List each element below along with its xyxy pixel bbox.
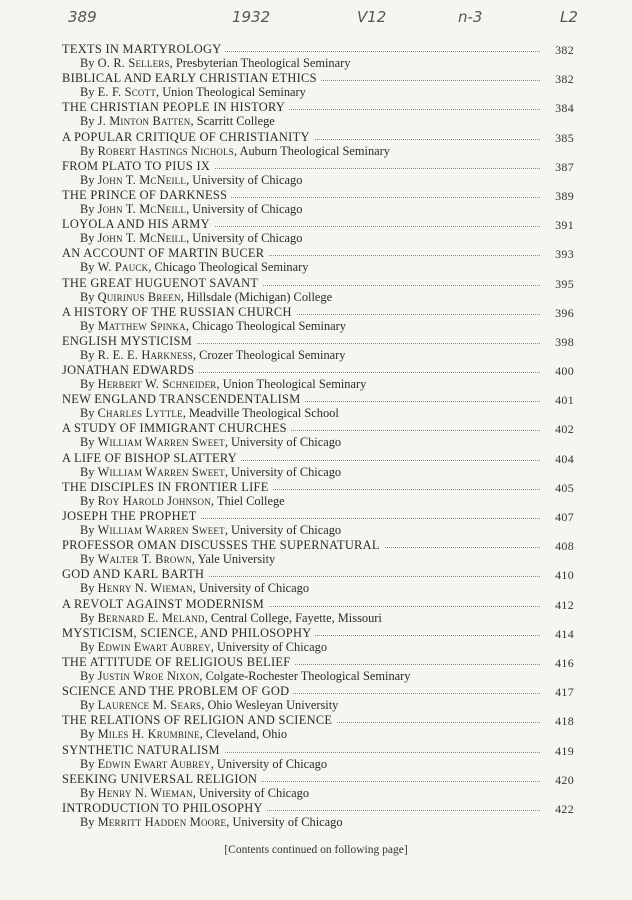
handwritten-year: 1932 [232,8,271,26]
entry-title-line [62,100,574,114]
page-number: 414 [544,627,574,641]
entry-title-line [62,130,574,144]
author-affiliation: , University of Chicago [224,464,342,479]
toc-entry [62,100,574,129]
page-number: 410 [544,568,574,582]
by-label: By [80,785,95,800]
handwritten-volume: V12 [357,8,387,26]
by-label: By [80,289,95,304]
page-number: 387 [544,160,574,174]
entry-author-line [80,231,302,245]
author-affiliation: , Cleveland, Ohio [199,727,288,742]
toc-entry [62,538,574,567]
by-label: By [80,435,95,450]
by-label: By [80,406,95,421]
author-affiliation: , Thiel College [210,493,285,508]
continued-note: [Contents continued on following page] [224,844,408,856]
entry-title: A HISTORY OF THE RUSSIAN CHURCH [62,305,296,319]
page-number: 418 [544,714,574,728]
entry-title: SEEKING UNIVERSAL RELIGION [62,772,261,786]
entry-title-line [62,42,574,56]
entry-author-line [80,173,302,187]
entry-title: THE CHRISTIAN PEOPLE IN HISTORY [62,100,289,114]
entry-title-line [62,276,574,290]
by-label: By [80,523,95,537]
author-affiliation: , Presbyterian Theological Seminary [169,56,351,70]
entry-title: THE DISCIPLES IN FRONTIER LIFE [62,480,273,494]
page-number: 412 [544,598,574,612]
toc-entry [62,276,574,305]
toc-entry [62,42,574,71]
entry-title-line [62,246,574,260]
entry-title-line [62,305,574,319]
toc-entry [62,684,574,713]
entry-title: A POPULAR CRITIQUE OF CHRISTIANITY [62,130,314,144]
author-affiliation: , University of Chicago [224,435,342,450]
toc-entry [62,801,574,830]
entry-title: A REVOLT AGAINST MODERNISM [62,597,268,611]
toc-entry [62,363,574,392]
by-label: By [80,610,95,625]
page-number: 416 [544,656,574,670]
page-number: 420 [544,773,574,787]
toc-entry [62,451,574,480]
author-name: Laurence M. Sears [97,698,202,713]
author-affiliation: , University of Chicago [192,581,310,596]
author-affiliation: , Central College, Fayette, Missouri [204,610,382,625]
author-affiliation: , Ohio Wesleyan University [201,698,339,713]
author-name: Roy Harold Johnson [97,493,211,508]
entry-author-line [80,202,302,216]
author-name: Matthew Spinka [97,318,186,333]
toc-entry [62,567,574,596]
by-label: By [80,727,95,742]
toc-entry [62,509,574,538]
entry-author-line [80,523,341,537]
entry-title-line [62,538,574,552]
entry-title-line [62,480,574,494]
by-label: By [80,56,95,70]
entry-title: INTRODUCTION TO PHILOSOPHY [62,801,267,815]
author-name: William Warren Sweet [97,435,225,450]
entry-author-line [80,85,306,99]
by-label: By [80,756,95,771]
entry-title-line [62,334,574,348]
entry-title: A STUDY OF IMMIGRANT CHURCHES [62,421,291,435]
author-name: Quirinus Breen [97,289,181,304]
page-number: 396 [544,306,574,320]
author-name: William Warren Sweet [97,523,225,537]
entry-title-line [62,159,574,173]
entry-title-line [62,421,574,435]
entry-author-line [80,640,327,654]
page-number: 404 [544,452,574,466]
entry-author-line [80,435,341,449]
entry-author-line [80,406,339,420]
by-label: By [80,698,95,713]
author-affiliation: , University of Chicago [186,231,303,246]
by-label: By [80,377,95,392]
entry-author-line [80,465,341,479]
page-number: 422 [544,802,574,816]
page-number: 419 [544,744,574,758]
entry-title: JONATHAN EDWARDS [62,363,199,377]
author-name: Henry N. Wieman [97,581,193,596]
entry-title: FROM PLATO TO PIUS IX [62,159,214,173]
entry-title-line [62,71,574,85]
toc-entry [62,626,574,655]
entry-author-line [80,552,275,566]
author-name: Herbert W. Schneider [97,377,217,392]
author-name: J. Minton Batten [97,114,191,129]
author-name: Merritt Hadden Moore [97,814,227,829]
entry-title: BIBLICAL AND EARLY CHRISTIAN ETHICS [62,71,321,85]
entry-author-line [80,669,410,683]
page-number: 405 [544,481,574,495]
entry-title: SYNTHETIC NATURALISM [62,743,224,757]
by-label: By [80,552,95,567]
entry-title-line [62,713,574,727]
author-name: Bernard E. Meland [97,610,205,625]
author-affiliation: , Chicago Theological Seminary [148,260,309,275]
page-number: 402 [544,422,574,436]
entry-title: THE GREAT HUGUENOT SAVANT [62,276,262,290]
entry-title: PROFESSOR OMAN DISCUSSES THE SUPERNATURAL [62,538,384,552]
page-number: 408 [544,539,574,553]
handwritten-number: 389 [68,8,97,26]
author-affiliation: , University of Chicago [226,814,343,829]
entry-author-line [80,611,382,625]
page-number: 395 [544,277,574,291]
entry-title-line [62,684,574,698]
entry-author-line [80,144,390,158]
toc-entry [62,655,574,684]
author-affiliation: , Crozer Theological Seminary [192,347,346,362]
entry-title-line [62,451,574,465]
author-name: Walter T. Brown [97,552,192,567]
author-name: John T. McNeill [97,231,187,246]
author-affiliation: , Union Theological Seminary [216,377,367,392]
toc-entry [62,480,574,509]
author-name: Miles H. Krumbine [97,727,200,742]
entry-title: THE PRINCE OF DARKNESS [62,188,231,202]
page-number: 400 [544,364,574,378]
author-affiliation: , University of Chicago [224,523,342,537]
entry-title-line [62,392,574,406]
entry-author-line [80,319,346,333]
by-label: By [80,172,95,187]
by-label: By [80,114,95,129]
entry-author-line [80,348,345,362]
entry-title-line [62,567,574,581]
entry-author-line [80,494,285,508]
toc-entry [62,713,574,742]
author-name: Robert Hastings Nichols [97,143,234,158]
toc-entry [62,743,574,772]
entry-title: AN ACCOUNT OF MARTIN BUCER [62,246,268,260]
toc-entry [62,597,574,626]
by-label: By [80,347,95,362]
author-affiliation: , Union Theological Seminary [156,85,306,100]
author-name: R. E. E. Harkness [97,347,193,362]
entry-author-line [80,727,287,741]
author-affiliation: , University of Chicago [210,756,328,771]
entry-title: MYSTICISM, SCIENCE, AND PHILOSOPHY [62,626,315,640]
author-affiliation: , Colgate-Rochester Theological Seminary [199,668,411,683]
author-name: Edwin Ewart Aubrey [97,756,211,771]
entry-title-line [62,743,574,757]
toc-entry [62,334,574,363]
author-affiliation: , Auburn Theological Seminary [234,143,391,158]
page-number: 389 [544,189,574,203]
author-name: O. R. Sellers [97,56,170,70]
author-affiliation: , Chicago Theological Seminary [185,318,346,333]
entry-title-line [62,655,574,669]
author-affiliation: , Yale University [191,552,276,567]
toc-entry [62,305,574,334]
entry-title: LOYOLA AND HIS ARMY [62,217,214,231]
author-name: John T. McNeill [97,172,187,187]
author-name: John T. McNeill [97,201,187,216]
table-of-contents [62,42,574,830]
entry-author-line [80,581,309,595]
toc-entry [62,392,574,421]
entry-title-line [62,363,574,377]
handwritten-mark: L2 [560,8,578,26]
entry-title-line [62,188,574,202]
author-affiliation: , Hillsdale (Michigan) College [180,289,333,304]
toc-entry [62,421,574,450]
entry-author-line [80,757,327,771]
entry-title: JOSEPH THE PROPHET [62,509,201,523]
by-label: By [80,85,95,100]
author-name: Henry N. Wieman [97,785,193,800]
by-label: By [80,464,95,479]
page-number: 398 [544,335,574,349]
entry-title: ENGLISH MYSTICISM [62,334,196,348]
author-name: Charles Lyttle [97,406,183,421]
author-name: William Warren Sweet [97,464,225,479]
entry-author-line [80,56,350,70]
author-name: Edwin Ewart Aubrey [97,639,211,654]
by-label: By [80,231,95,246]
entry-title: A LIFE OF BISHOP SLATTERY [62,451,241,465]
entry-author-line [80,290,332,304]
page-number: 385 [544,131,574,145]
entry-title-line [62,509,574,523]
handwritten-annotations [0,6,632,34]
by-label: By [80,639,95,654]
by-label: By [80,143,95,158]
author-name: Justin Wroe Nixon [97,668,200,683]
by-label: By [80,260,95,275]
toc-entry [62,130,574,159]
entry-author-line [80,114,275,128]
author-affiliation: , Scarritt College [190,114,275,129]
author-affiliation: , University of Chicago [186,201,303,216]
entry-author-line [80,786,309,800]
by-label: By [80,668,95,683]
entry-author-line [80,377,366,391]
entry-title: THE ATTITUDE OF RELIGIOUS BELIEF [62,655,294,669]
page-number: 407 [544,510,574,524]
by-label: By [80,581,95,596]
entry-author-line [80,815,343,829]
entry-title: THE RELATIONS OF RELIGION AND SCIENCE [62,713,336,727]
author-affiliation: , Meadville Theological School [182,406,339,421]
page-number: 393 [544,247,574,261]
by-label: By [80,814,95,829]
page-number: 384 [544,101,574,115]
toc-entry [62,217,574,246]
author-name: E. F. Scott [97,85,157,100]
toc-entry [62,772,574,801]
toc-entry [62,159,574,188]
author-affiliation: , University of Chicago [210,639,328,654]
entry-author-line [80,260,308,274]
entry-author-line [80,698,338,712]
author-affiliation: , University of Chicago [192,785,310,800]
entry-title: TEXTS IN MARTYROLOGY [62,42,225,56]
author-name: W. Pauck [97,260,149,275]
entry-title: NEW ENGLAND TRANSCENDENTALISM [62,392,305,406]
entry-title-line [62,597,574,611]
page-number: 401 [544,393,574,407]
handwritten-issue: n-3 [458,8,483,26]
toc-entry [62,246,574,275]
entry-title-line [62,772,574,786]
page-number: 391 [544,218,574,232]
toc-entry [62,188,574,217]
entry-title-line [62,801,574,815]
toc-entry [62,71,574,100]
author-affiliation: , University of Chicago [186,172,303,187]
page-number: 382 [544,43,574,57]
page-number: 382 [544,72,574,86]
by-label: By [80,201,95,216]
by-label: By [80,318,95,333]
entry-title: SCIENCE AND THE PROBLEM OF GOD [62,684,293,698]
entry-title: GOD AND KARL BARTH [62,567,208,581]
entry-title-line [62,217,574,231]
page-number: 417 [544,685,574,699]
entry-title-line [62,626,574,640]
by-label: By [80,493,95,508]
